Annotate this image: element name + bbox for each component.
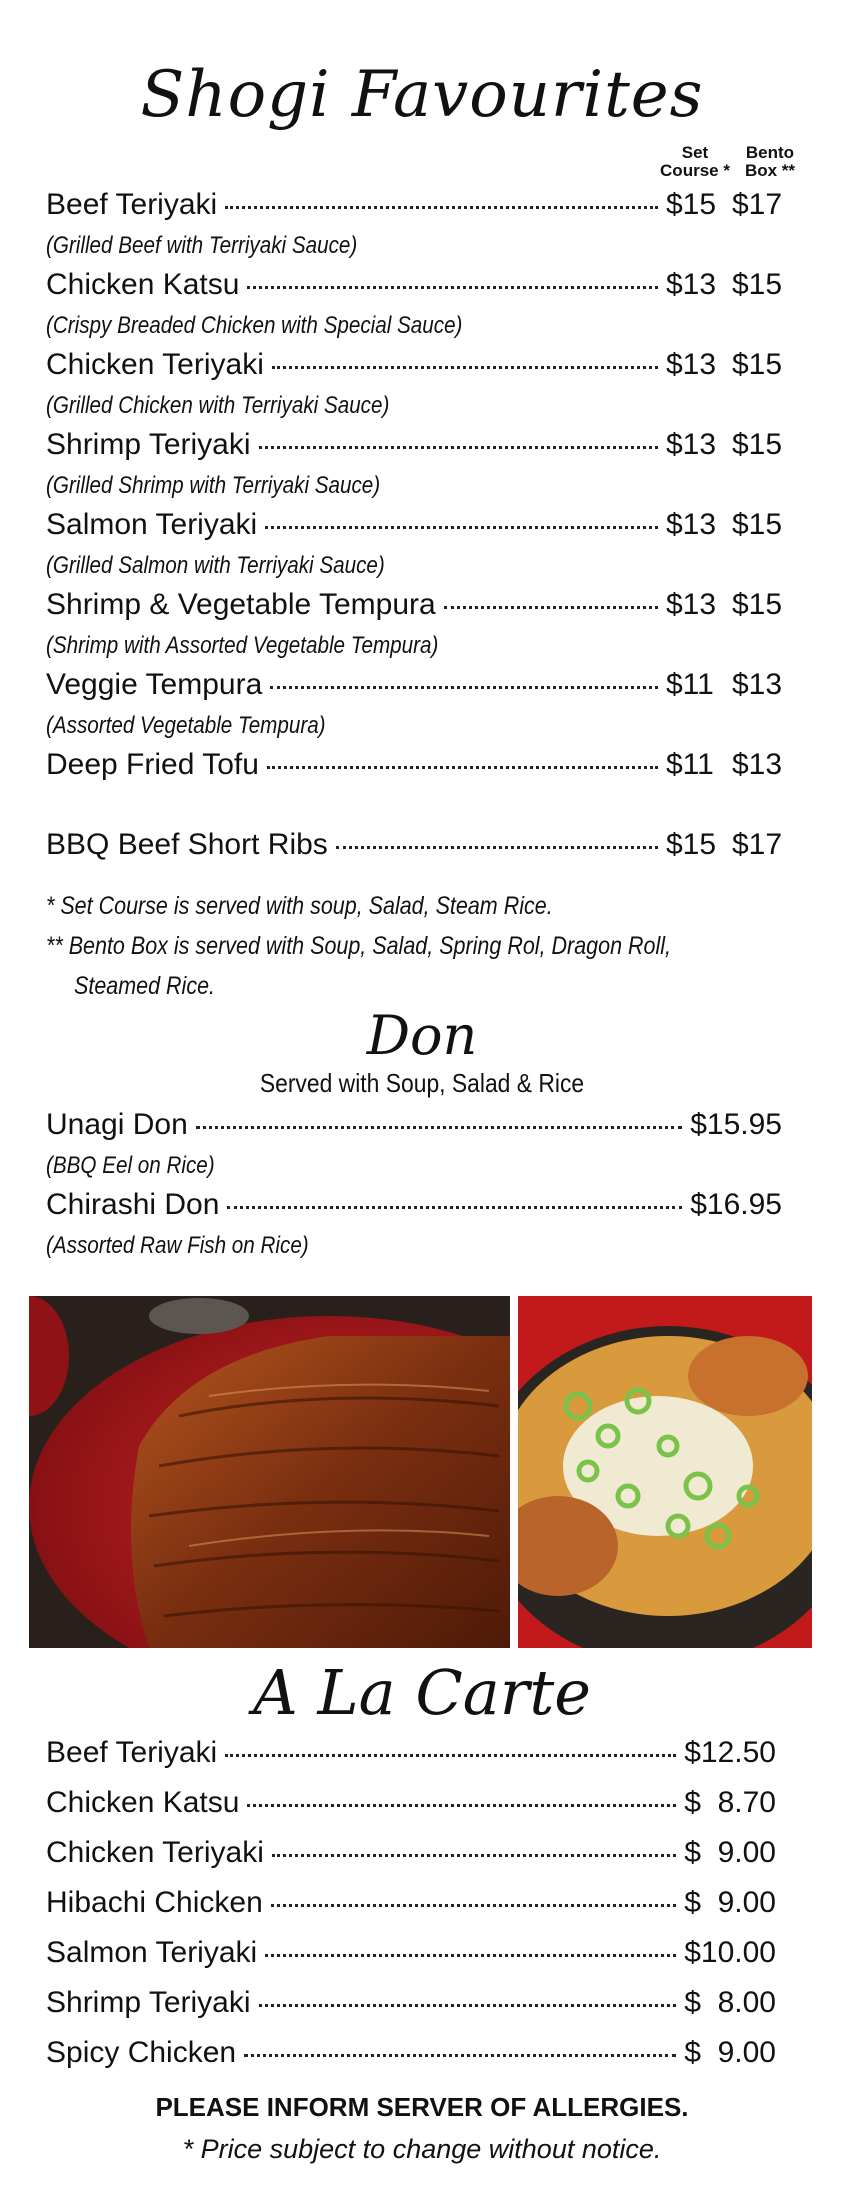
alacarte-item-price: $10.00 [684, 1936, 776, 1969]
chirashi-don-photo [518, 1296, 812, 1648]
don-item-desc: (Assorted Raw Fish on Rice) [46, 1232, 309, 1259]
leader-dots [196, 1126, 682, 1129]
alacarte-item-price: $12.50 [684, 1736, 776, 1769]
leader-dots [267, 766, 658, 769]
leader-dots [272, 1854, 676, 1857]
leader-dots [336, 846, 658, 849]
col-header-set [658, 144, 732, 180]
col-header-bento-line2: Box ** [744, 161, 796, 180]
leader-dots [272, 366, 658, 369]
fav-item-set-price: $11 [666, 668, 714, 701]
footnote-set-course: * Set Course is served with soup, Salad, Steam Rice. [46, 892, 553, 920]
footnote-bento-box-cont: Steamed Rice. [74, 972, 216, 1000]
fav-item-set-price: $13 [666, 428, 717, 461]
fav-item-desc: (Shrimp with Assorted Vegetable Tempura) [46, 632, 439, 659]
alacarte-item [46, 1986, 776, 2020]
fav-item [46, 348, 798, 382]
col-header-bento-line1: Bento [745, 143, 795, 162]
don-item-price: $15.95 [690, 1108, 782, 1141]
leader-dots [271, 1904, 676, 1907]
fav-item-set-price: $13 [666, 348, 717, 381]
fav-item-desc: (Grilled Shrimp with Terriyaki Sauce) [46, 472, 381, 499]
fav-item [46, 268, 798, 302]
alacarte-title: A La Carte [253, 1656, 591, 1729]
alacarte-item-price: $ 8.70 [684, 1786, 776, 1819]
fav-item-name: Salmon Teriyaki [46, 508, 258, 541]
alacarte-item-price: $ 8.00 [684, 1986, 776, 2019]
alacarte-item-name: Spicy Chicken [46, 2036, 237, 2069]
fav-item-bento-price: $13 [732, 668, 783, 701]
don-subtitle: Served with Soup, Salad & Rice [259, 1068, 585, 1098]
fav-item-bento-price: $15 [732, 428, 783, 461]
alacarte-item [46, 1886, 776, 1920]
fav-item-bento-price: $13 [732, 748, 783, 781]
fav-item-name: Chicken Katsu [46, 268, 240, 301]
favourites-title: Shogi Favourites [140, 58, 704, 132]
fav-item-name: BBQ Beef Short Ribs [46, 828, 328, 861]
fav-item [46, 508, 798, 542]
fav-item-set-price: $13 [666, 588, 717, 621]
col-header-bento [734, 144, 806, 180]
alacarte-item [46, 2036, 776, 2070]
don-item-desc: (BBQ Eel on Rice) [46, 1152, 215, 1179]
alacarte-item [46, 1936, 776, 1970]
leader-dots [227, 1206, 682, 1209]
leader-dots [444, 606, 658, 609]
don-item [46, 1188, 782, 1222]
alacarte-item-price: $ 9.00 [684, 2036, 776, 2069]
don-item [46, 1108, 782, 1142]
fav-item-bento-price: $15 [732, 348, 783, 381]
alacarte-item-name: Hibachi Chicken [46, 1886, 263, 1919]
fav-item-bento-price: $15 [732, 588, 783, 621]
leader-dots [225, 1754, 676, 1757]
leader-dots [259, 446, 658, 449]
fav-item-name: Shrimp Teriyaki [46, 428, 251, 461]
alacarte-item-name: Salmon Teriyaki [46, 1936, 258, 1969]
fav-item-desc: (Grilled Salmon with Terriyaki Sauce) [46, 552, 385, 579]
fav-item [46, 428, 798, 462]
leader-dots [225, 206, 658, 209]
fav-item [46, 188, 798, 222]
unagi-don-illustration [29, 1296, 510, 1648]
fav-item-desc: (Grilled Beef with Terriyaki Sauce) [46, 232, 358, 259]
alacarte-item-price: $ 9.00 [684, 1886, 776, 1919]
fav-item [46, 588, 798, 622]
leader-dots [265, 1954, 676, 1957]
leader-dots [270, 686, 658, 689]
fav-item-bento-price: $15 [732, 508, 783, 541]
alacarte-item-name: Shrimp Teriyaki [46, 1986, 251, 2019]
alacarte-item [46, 1836, 776, 1870]
alacarte-item-name: Beef Teriyaki [46, 1736, 218, 1769]
chirashi-don-illustration [518, 1296, 812, 1648]
alacarte-item [46, 1786, 776, 1820]
fav-item [46, 828, 798, 862]
footnote-bento-box: ** Bento Box is served with Soup, Salad, Spring Rol, Dragon Roll, [46, 932, 672, 960]
fav-item-name: Shrimp & Vegetable Tempura [46, 588, 436, 621]
don-item-name: Unagi Don [46, 1108, 188, 1141]
fav-item [46, 668, 798, 702]
leader-dots [247, 286, 658, 289]
fav-item [46, 748, 798, 782]
fav-item-desc: (Grilled Chicken with Terriyaki Sauce) [46, 392, 390, 419]
fav-item-set-price: $13 [666, 508, 717, 541]
fav-item-set-price: $15 [666, 828, 717, 861]
allergy-warning: PLEASE INFORM SERVER OF ALLERGIES. [155, 2092, 689, 2122]
col-header-set-line2: Course * [660, 161, 730, 180]
alacarte-item-price: $ 9.00 [684, 1836, 776, 1869]
alacarte-item [46, 1736, 776, 1770]
fav-item-set-price: $13 [666, 268, 717, 301]
fav-item-bento-price: $17 [732, 828, 783, 861]
fav-item-bento-price: $15 [732, 268, 783, 301]
alacarte-item-name: Chicken Teriyaki [46, 1836, 264, 1869]
leader-dots [265, 526, 658, 529]
price-notice: * Price subject to change without notice. [182, 2134, 662, 2164]
fav-item-name: Veggie Tempura [46, 668, 263, 701]
don-title: Don [366, 1004, 478, 1067]
fav-item-set-price: $15 [666, 188, 717, 221]
fav-item-desc: (Crispy Breaded Chicken with Special Sauce) [46, 312, 463, 339]
don-item-name: Chirashi Don [46, 1188, 220, 1221]
fav-item-bento-price: $17 [732, 188, 783, 221]
fav-item-set-price: $11 [666, 748, 714, 781]
leader-dots [244, 2054, 676, 2057]
fav-item-name: Chicken Teriyaki [46, 348, 264, 381]
leader-dots [259, 2004, 677, 2007]
fav-item-desc: (Assorted Vegetable Tempura) [46, 712, 326, 739]
fav-item-name: Deep Fried Tofu [46, 748, 259, 781]
leader-dots [247, 1804, 676, 1807]
fav-item-name: Beef Teriyaki [46, 188, 218, 221]
unagi-don-photo [29, 1296, 510, 1648]
don-item-price: $16.95 [690, 1188, 782, 1221]
alacarte-item-name: Chicken Katsu [46, 1786, 240, 1819]
col-header-set-line1: Set [681, 143, 709, 162]
